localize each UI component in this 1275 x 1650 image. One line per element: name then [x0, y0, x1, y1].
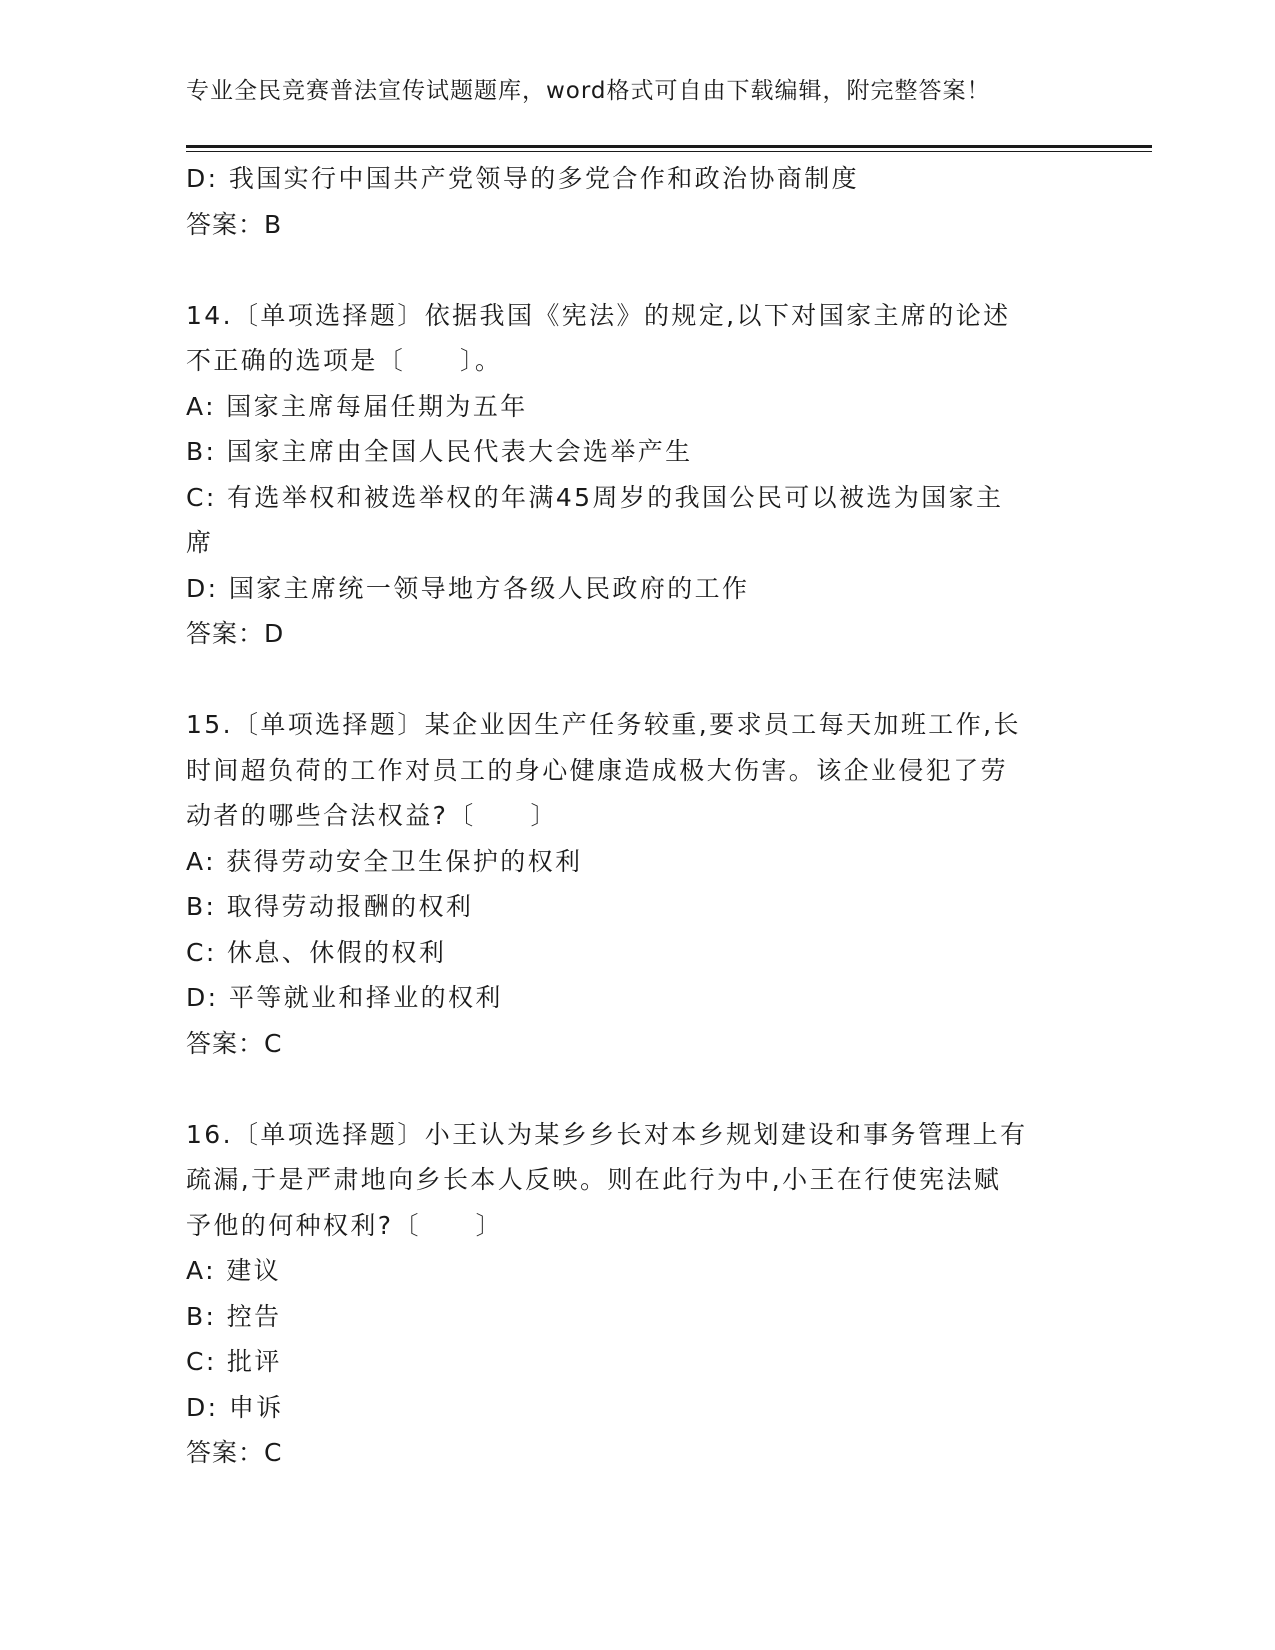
option-c-continued: 席 — [186, 528, 214, 557]
question-text-line: 动者的哪些合法权益?〔 〕 — [186, 801, 558, 830]
option-d: D: 我国实行中国共产党领导的多党合作和政治协商制度 — [186, 164, 860, 193]
option-c: C: 有选举权和被选举权的年满45周岁的我国公民可以被选为国家主 — [186, 482, 1004, 512]
question-content — [186, 156, 1086, 1476]
option-b: B: 国家主席由全国人民代表大会选举产生 — [186, 437, 693, 466]
header-rule-thin — [186, 151, 1152, 152]
spacer — [186, 1066, 1086, 1112]
question-15 — [186, 702, 1086, 1066]
answer: 答案：D — [186, 619, 285, 648]
option-a: A: 国家主席每届任期为五年 — [186, 391, 528, 421]
answer: 答案：C — [186, 1438, 283, 1467]
spacer — [186, 247, 1086, 293]
option-b: B: 控告 — [186, 1301, 282, 1331]
question-text-line: 不正确的选项是〔 〕。 — [186, 346, 503, 375]
answer: 答案：B — [186, 209, 283, 239]
option-c: C: 休息、休假的权利 — [186, 937, 447, 967]
page-header: 专业全民竞赛普法宣传试题题库，word格式可自由下载编辑，附完整答案！ — [186, 78, 991, 104]
question-text-line: 16.〔单项选择题〕小王认为某乡乡长对本乡规划建设和事务管理上有 — [186, 1119, 1028, 1149]
header-rule-thick — [186, 145, 1152, 148]
spacer — [186, 657, 1086, 703]
option-d: D: 平等就业和择业的权利 — [186, 983, 503, 1012]
option-a: A: 获得劳动安全卫生保护的权利 — [186, 846, 583, 876]
question-text-line: 疏漏,于是严肃地向乡长本人反映。则在此行为中,小王在行使宪法赋 — [186, 1165, 1002, 1194]
question-14 — [186, 293, 1086, 657]
option-d: D: 申诉 — [186, 1392, 284, 1422]
option-c: C: 批评 — [186, 1347, 282, 1376]
option-b: B: 取得劳动报酬的权利 — [186, 892, 474, 921]
option-d: D: 国家主席统一领导地方各级人民政府的工作 — [186, 573, 750, 603]
answer: 答案：C — [186, 1028, 283, 1058]
question-text-line: 15.〔单项选择题〕某企业因生产任务较重,要求员工每天加班工作,长 — [186, 710, 1021, 739]
option-a: A: 建议 — [186, 1256, 282, 1285]
question-text-line: 予他的何种权利?〔 〕 — [186, 1210, 504, 1240]
question-16 — [186, 1112, 1086, 1476]
question-text-line: 14.〔单项选择题〕依据我国《宪法》的规定,以下对国家主席的论述 — [186, 300, 1011, 330]
question-text-line: 时间超负荷的工作对员工的身心健康造成极大伤害。该企业侵犯了劳 — [186, 755, 1009, 785]
